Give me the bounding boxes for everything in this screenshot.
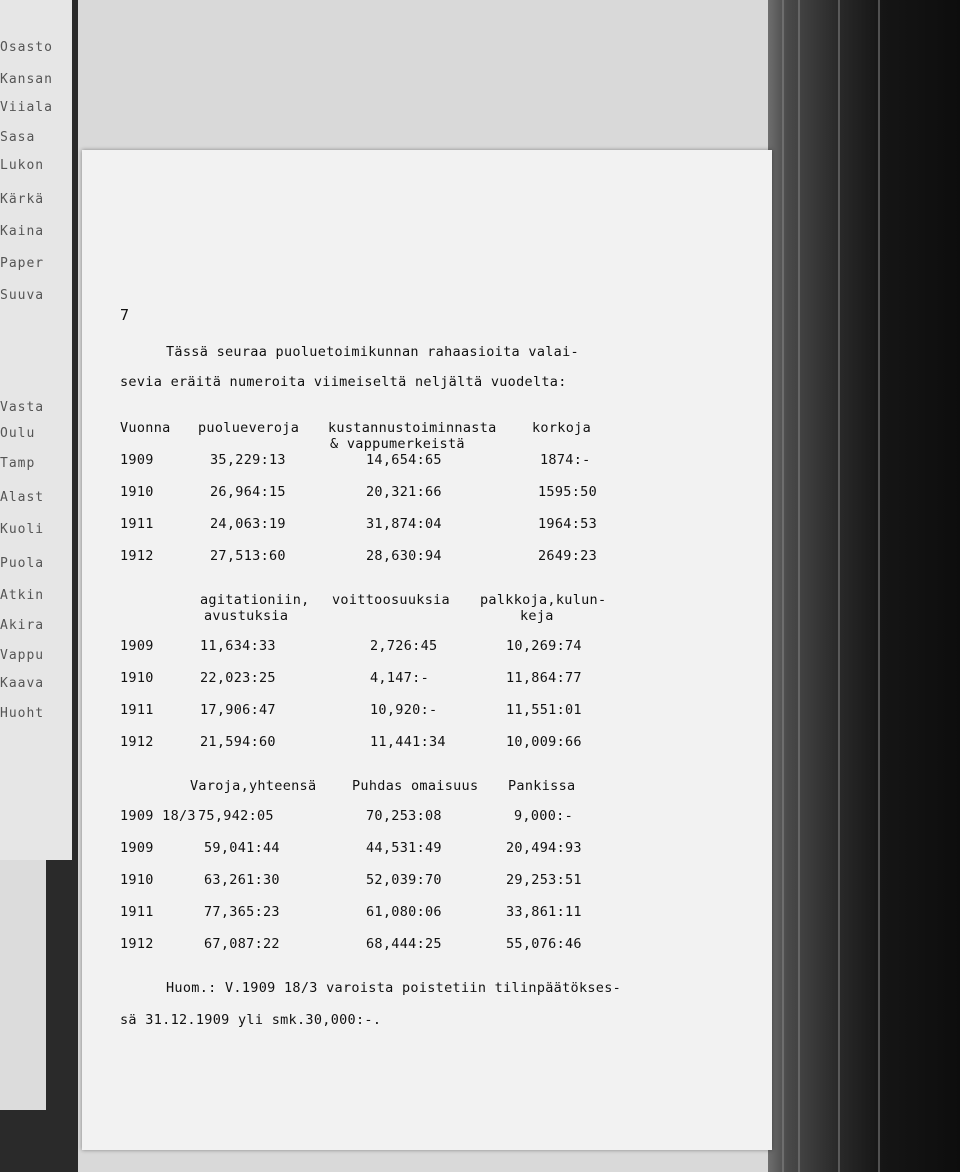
margin-word: Lukon (0, 158, 45, 173)
table2-row-year: 1911 (120, 702, 154, 718)
table3-header-bank: Pankissa (508, 778, 576, 794)
note-line-2: sä 31.12.1909 yli smk.30,000:-. (120, 1012, 382, 1028)
table1-cell: 1964:53 (538, 516, 597, 532)
table2-cell: 2,726:45 (370, 638, 438, 654)
margin-word: Akira (0, 618, 45, 633)
table3-cell: 67,087:22 (204, 936, 280, 952)
table1-cell: 2649:23 (538, 548, 597, 564)
table3-cell: 20,494:93 (506, 840, 582, 856)
binding-edge-line (838, 0, 840, 1172)
table3-cell: 52,039:70 (366, 872, 442, 888)
margin-word: Kärkä (0, 192, 45, 207)
table1-header-year: Vuonna (120, 420, 171, 436)
table1-cell: 31,874:04 (366, 516, 442, 532)
margin-word: Puola (0, 556, 45, 571)
table2-row-year: 1909 (120, 638, 154, 654)
margin-word: Kansan (0, 72, 53, 87)
table3-row-year: 1909 18/3 (120, 808, 196, 824)
margin-word: Kuoli (0, 522, 45, 537)
table1-header-publishing-sub: & vappumerkeistä (330, 436, 465, 452)
table3-header-net-assets: Puhdas omaisuus (352, 778, 479, 794)
table2-cell: 11,864:77 (506, 670, 582, 686)
intro-line-1: Tässä seuraa puoluetoimikunnan rahaasioita valai- (166, 344, 579, 360)
margin-word: Kaina (0, 224, 45, 239)
table3-cell: 9,000:- (514, 808, 573, 824)
table3-cell: 59,041:44 (204, 840, 280, 856)
margin-word: Vappu (0, 648, 45, 663)
margin-word: Kaava (0, 676, 45, 691)
underlying-page-lower (0, 860, 46, 1110)
table1-header-party-tax: puolueveroja (198, 420, 300, 436)
table2-row-year: 1912 (120, 734, 154, 750)
book-binding (768, 0, 960, 1172)
margin-word: Vasta (0, 400, 45, 415)
table2-cell: 10,009:66 (506, 734, 582, 750)
table3-cell: 55,076:46 (506, 936, 582, 952)
table2-cell: 17,906:47 (200, 702, 276, 718)
table1-cell: 28,630:94 (366, 548, 442, 564)
margin-word: Alast (0, 490, 45, 505)
binding-edge-line (878, 0, 880, 1172)
table3-row-year: 1910 (120, 872, 154, 888)
table1-row-year: 1912 (120, 548, 154, 564)
table1-row-year: 1910 (120, 484, 154, 500)
table2-cell: 10,920:- (370, 702, 438, 718)
table1-cell: 35,229:13 (210, 452, 286, 468)
table1-cell: 20,321:66 (366, 484, 442, 500)
table2-cell: 11,634:33 (200, 638, 276, 654)
margin-word: Huoht (0, 706, 45, 721)
table3-cell: 63,261:30 (204, 872, 280, 888)
table1-header-interest: korkoja (532, 420, 591, 436)
margin-word: Sasa (0, 130, 36, 145)
table3-cell: 33,861:11 (506, 904, 582, 920)
table1-header-publishing: kustannustoiminnasta (328, 420, 497, 436)
table3-cell: 61,080:06 (366, 904, 442, 920)
table3-cell: 70,253:08 (366, 808, 442, 824)
table3-cell: 77,365:23 (204, 904, 280, 920)
margin-word: Atkin (0, 588, 45, 603)
table2-cell: 10,269:74 (506, 638, 582, 654)
table1-cell: 1595:50 (538, 484, 597, 500)
table2-row-year: 1910 (120, 670, 154, 686)
intro-line-2: sevia eräitä numeroita viimeiseltä neljältä vuodelta: (120, 374, 567, 390)
margin-word: Osasto (0, 40, 53, 55)
table3-cell: 75,942:05 (198, 808, 274, 824)
table1-cell: 27,513:60 (210, 548, 286, 564)
table2-header-agitation: agitationiin, (200, 592, 310, 608)
margin-word: Suuva (0, 288, 45, 303)
table1-cell: 24,063:19 (210, 516, 286, 532)
table3-row-year: 1909 (120, 840, 154, 856)
table3-cell: 44,531:49 (366, 840, 442, 856)
table2-header-salaries: palkkoja,kulun- (480, 592, 607, 608)
margin-word: Paper (0, 256, 45, 271)
margin-word: Viiala (0, 100, 53, 115)
table2-header-agitation-sub: avustuksia (204, 608, 289, 624)
table2-cell: 21,594:60 (200, 734, 276, 750)
table2-cell: 4,147:- (370, 670, 429, 686)
table1-cell: 1874:- (540, 452, 591, 468)
table1-cell: 26,964:15 (210, 484, 286, 500)
note-line-1: Huom.: V.1909 18/3 varoista poistetiin tilinpäätökses- (166, 980, 622, 996)
table2-header-salaries-sub: keja (520, 608, 554, 624)
table1-row-year: 1909 (120, 452, 154, 468)
margin-word: Tamp (0, 456, 36, 471)
table3-header-assets: Varoja,yhteensä (190, 778, 317, 794)
page-number: 7 (120, 306, 130, 324)
table2-cell: 22,023:25 (200, 670, 276, 686)
table1-cell: 14,654:65 (366, 452, 442, 468)
table3-row-year: 1911 (120, 904, 154, 920)
table1-row-year: 1911 (120, 516, 154, 532)
underlying-page-left (0, 0, 72, 860)
table2-cell: 11,441:34 (370, 734, 446, 750)
table2-cell: 11,551:01 (506, 702, 582, 718)
table3-cell: 68,444:25 (366, 936, 442, 952)
table2-header-profits: voittoosuuksia (332, 592, 450, 608)
table3-cell: 29,253:51 (506, 872, 582, 888)
binding-edge-line (798, 0, 800, 1172)
margin-word: Oulu (0, 426, 36, 441)
binding-edge-line (782, 0, 784, 1172)
table3-row-year: 1912 (120, 936, 154, 952)
